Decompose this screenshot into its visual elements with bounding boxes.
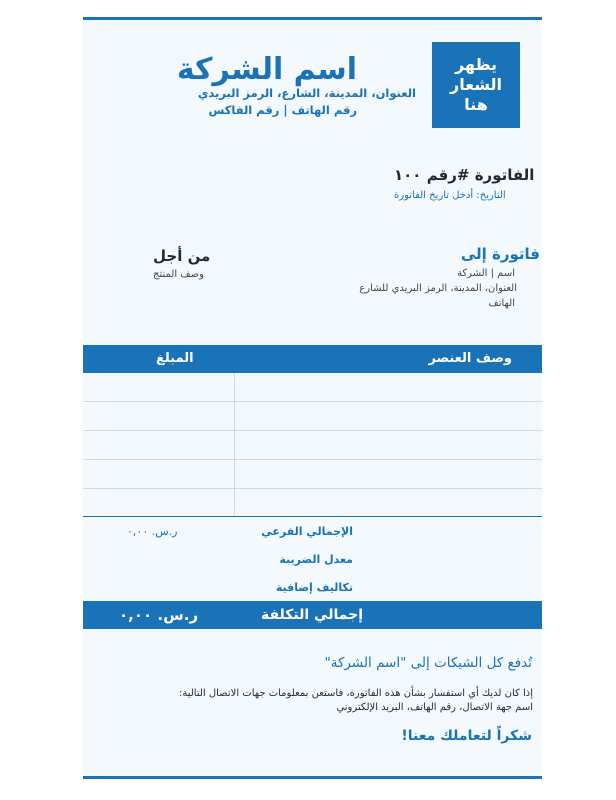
items-table-header	[83, 345, 542, 373]
inquiry-note	[179, 687, 533, 715]
items-table-body	[83, 373, 542, 517]
tax-label: معدل الضريبة	[279, 553, 353, 566]
company-phone-fax: رقم الهاتف | رقم الفاكس	[208, 103, 357, 117]
logo-text-line-1: يظهر	[454, 55, 498, 74]
invoice-number: الفاتورة #رقم ١٠٠	[394, 166, 535, 184]
logo-text-line-2: الشعار	[449, 75, 503, 94]
company-address: العنوان، المدينة، الشارع، الرمز البريدي	[197, 86, 416, 100]
subtotal-label: الإجمالي الفرعي	[261, 525, 353, 538]
thank-you-note: شكراً لتعاملك معنا!	[401, 728, 532, 744]
extra-costs-label: تكاليف إضافية	[275, 581, 353, 594]
logo-placeholder[interactable]	[432, 42, 520, 128]
bill-to-line-3: الهاتف	[488, 298, 515, 309]
total-value: ر.س. ٠,٠٠	[119, 606, 199, 624]
inquiry-line-1: إذا كان لديك أي استفسار بشأن هذه الفاتورة، فاستعن بمعلومات جهات الاتصال التالية:	[178, 688, 533, 699]
summary-divider	[83, 516, 542, 517]
table-row[interactable]	[83, 459, 542, 460]
logo-text-line-3: هنا	[464, 95, 488, 114]
inquiry-line-2: اسم جهة الاتصال، رقم الهاتف، البريد الإلكتروني	[336, 702, 533, 713]
table-row[interactable]	[83, 401, 542, 402]
table-row[interactable]	[83, 430, 542, 431]
bill-to-line-1: اسم | الشركة	[457, 268, 515, 279]
column-header-description: وصف العنصر	[428, 351, 512, 366]
column-header-amount: المبلغ	[156, 351, 194, 366]
for-title: من أجل	[153, 247, 211, 265]
table-row[interactable]	[83, 488, 542, 489]
company-name: اسم الشركة	[176, 52, 357, 87]
invoice-date: التاريخ: أدخل تاريخ الفاتورة	[394, 190, 506, 201]
subtotal-value: ر.س. ٠,٠٠	[127, 525, 178, 538]
table-column-divider	[234, 373, 235, 517]
bill-to-line-2: العنوان، المدينة، الرمز البريدي للشارع	[359, 283, 517, 294]
for-line-1: وصف المنتج	[153, 269, 204, 280]
invoice-page	[83, 17, 542, 779]
total-bar	[83, 601, 542, 629]
payable-to-note: تُدفع كل الشيكات إلى "اسم الشركة"	[324, 655, 532, 671]
total-label: إجمالي التكلفة	[260, 607, 363, 623]
bill-to-title: فاتورة إلى	[460, 245, 540, 263]
